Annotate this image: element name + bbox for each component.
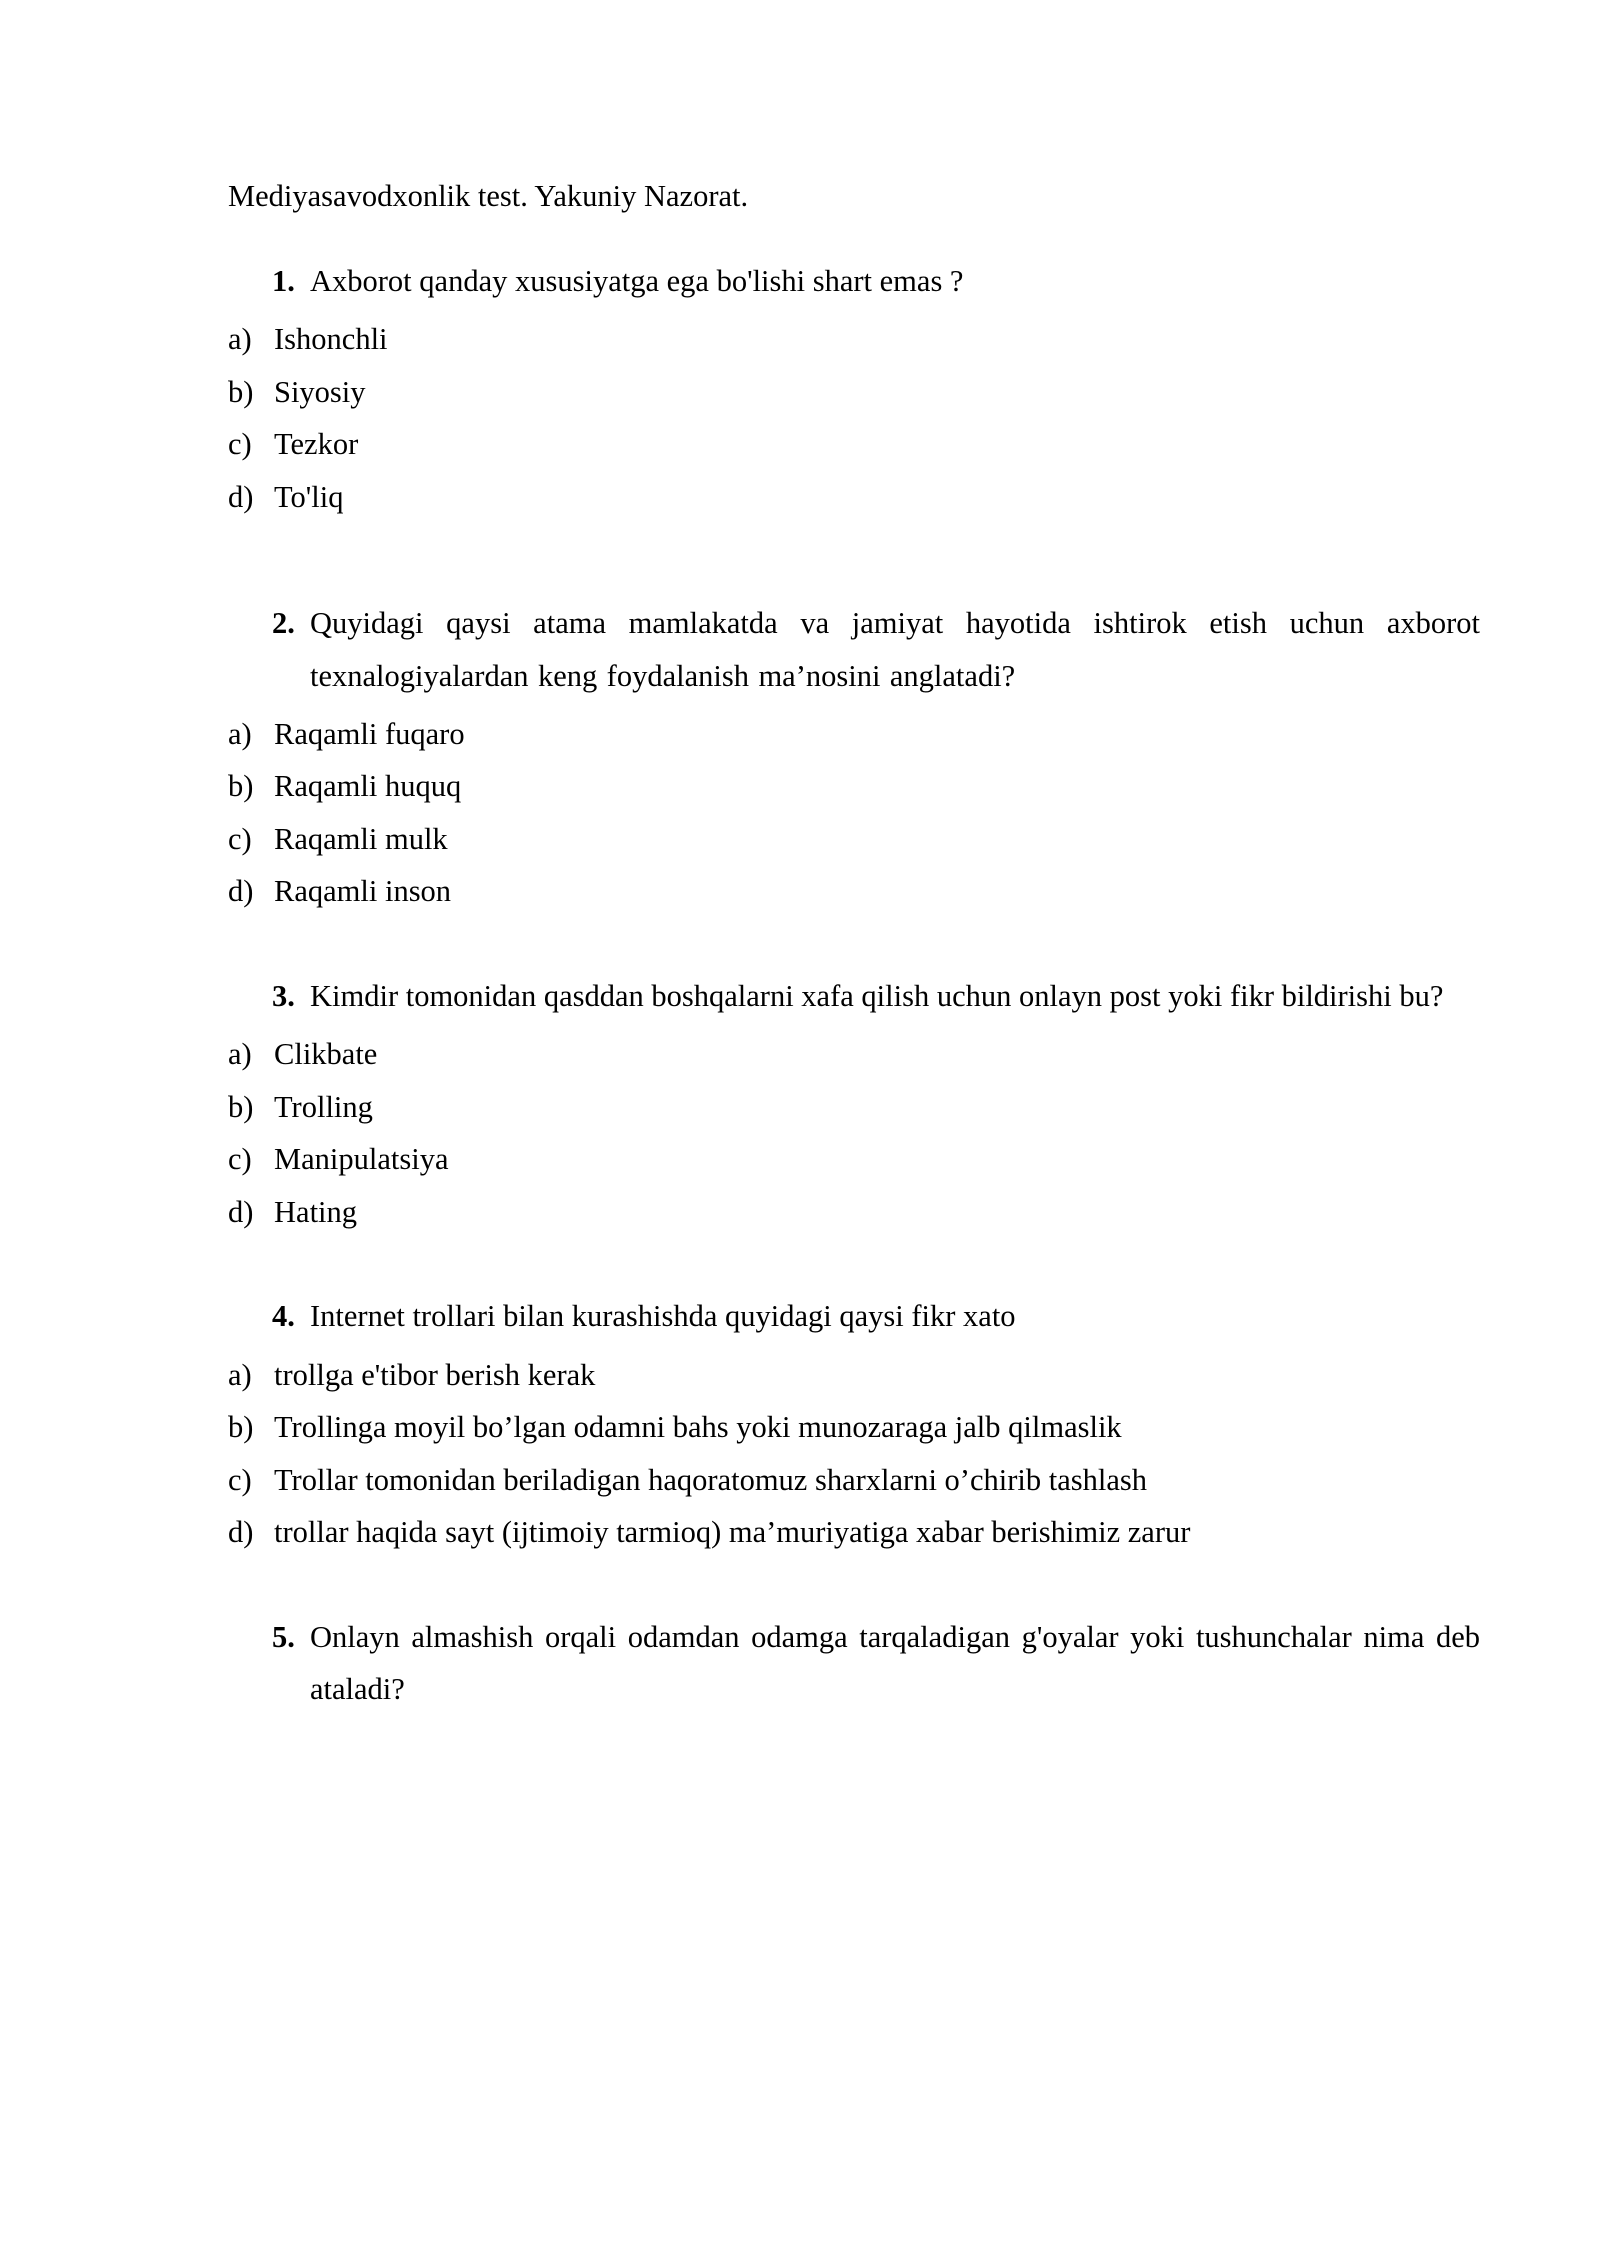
option-text: trollar haqida sayt (ijtimoiy tarmioq) ma’muriyatiga xabar berishimiz zarur <box>274 1515 1191 1550</box>
spacer <box>228 952 1480 970</box>
question-block-4 <box>228 1290 1480 1558</box>
option-item[interactable] <box>228 760 1480 813</box>
question-number-3: 3. <box>272 978 295 1013</box>
question-block-3 <box>228 970 1480 1238</box>
option-label: a) <box>228 1037 252 1072</box>
option-item[interactable] <box>228 1133 1480 1186</box>
question-text-2: Quyidagi qaysi atama mamlakatda va jamiyat hayotida ishtirok etish uchun axborot texnalogiyalardan keng foydalanish ma’nosini anglatadi? <box>310 606 1480 693</box>
page-title: Mediyasavodxonlik test. Yakuniy Nazorat. <box>228 179 749 213</box>
question-heading-2 <box>272 597 1480 702</box>
option-label: a) <box>228 322 252 357</box>
question-heading-3 <box>272 970 1480 1022</box>
option-text: Clikbate <box>274 1037 378 1072</box>
option-item[interactable] <box>228 471 1480 524</box>
option-text: Raqamli fuqaro <box>274 716 465 751</box>
question-heading-5 <box>272 1611 1480 1716</box>
question-heading-1 <box>272 255 1480 307</box>
option-item[interactable] <box>228 813 1480 866</box>
option-label: c) <box>228 821 252 856</box>
option-item[interactable] <box>228 1186 1480 1239</box>
option-text: Trollar tomonidan beriladigan haqoratomuz sharxlarni o’chirib tashlash <box>274 1462 1147 1497</box>
option-text: Trollinga moyil bo’lgan odamni bahs yoki munozaraga jalb qilmaslik <box>274 1410 1122 1445</box>
option-item[interactable] <box>228 708 1480 761</box>
question-number-1: 1. <box>272 263 295 298</box>
question-heading-4 <box>272 1290 1480 1342</box>
option-text: Raqamli mulk <box>274 821 448 856</box>
option-item[interactable] <box>228 1349 1480 1402</box>
option-label: c) <box>228 1142 252 1177</box>
option-text: trollga e'tibor berish kerak <box>274 1357 596 1392</box>
option-text: Trolling <box>274 1089 373 1124</box>
option-label: d) <box>228 874 254 909</box>
question-text-4: Internet trollari bilan kurashishda quyidagi qaysi fikr xato <box>310 1299 1016 1334</box>
option-item[interactable] <box>228 1081 1480 1134</box>
question-text-5: Onlayn almashish orqali odamdan odamga tarqaladigan g'oyalar yoki tushunchalar nima deb ataladi? <box>310 1619 1480 1707</box>
option-label: a) <box>228 1357 252 1392</box>
option-text: Siyosiy <box>274 374 366 409</box>
option-text: Raqamli inson <box>274 874 452 909</box>
option-list-1 <box>228 313 1480 523</box>
question-block-1 <box>228 255 1480 523</box>
option-text: Hating <box>274 1194 358 1229</box>
option-text: Tezkor <box>274 427 359 462</box>
option-list-3 <box>228 1028 1480 1238</box>
option-item[interactable] <box>228 1454 1480 1507</box>
option-label: b) <box>228 1410 254 1445</box>
option-label: d) <box>228 1194 254 1229</box>
option-item[interactable] <box>228 1028 1480 1081</box>
option-text: Manipulatsiya <box>274 1142 449 1177</box>
option-label: c) <box>228 1462 252 1497</box>
option-text: Raqamli huquq <box>274 769 462 804</box>
option-list-2 <box>228 708 1480 918</box>
question-block-2 <box>228 597 1480 918</box>
option-list-4 <box>228 1349 1480 1559</box>
question-text-1: Axborot qanday xususiyatga ega bo'lishi shart emas ? <box>310 263 964 298</box>
option-text: Ishonchli <box>274 322 388 357</box>
option-text: To'liq <box>274 479 344 514</box>
question-text-3: Kimdir tomonidan qasddan boshqalarni xafa qilish uchun onlayn post yoki fikr bildirishi bu? <box>310 978 1444 1013</box>
question-number-4: 4. <box>272 1299 295 1334</box>
option-item[interactable] <box>228 366 1480 419</box>
option-label: d) <box>228 1515 254 1550</box>
option-item[interactable] <box>228 1506 1480 1559</box>
option-label: b) <box>228 374 254 409</box>
option-item[interactable] <box>228 418 1480 471</box>
option-label: b) <box>228 1089 254 1124</box>
option-label: d) <box>228 479 254 514</box>
option-label: a) <box>228 716 252 751</box>
option-item[interactable] <box>228 313 1480 366</box>
spacer <box>228 557 1480 597</box>
spacer <box>228 1272 1480 1290</box>
option-item[interactable] <box>228 865 1480 918</box>
option-label: c) <box>228 427 252 462</box>
question-number-5: 5. <box>272 1619 295 1654</box>
spacer <box>228 1593 1480 1611</box>
question-block-5 <box>228 1611 1480 1716</box>
option-label: b) <box>228 769 254 804</box>
document-content <box>228 178 1480 1750</box>
question-number-2: 2. <box>272 606 295 641</box>
option-item[interactable] <box>228 1401 1480 1454</box>
